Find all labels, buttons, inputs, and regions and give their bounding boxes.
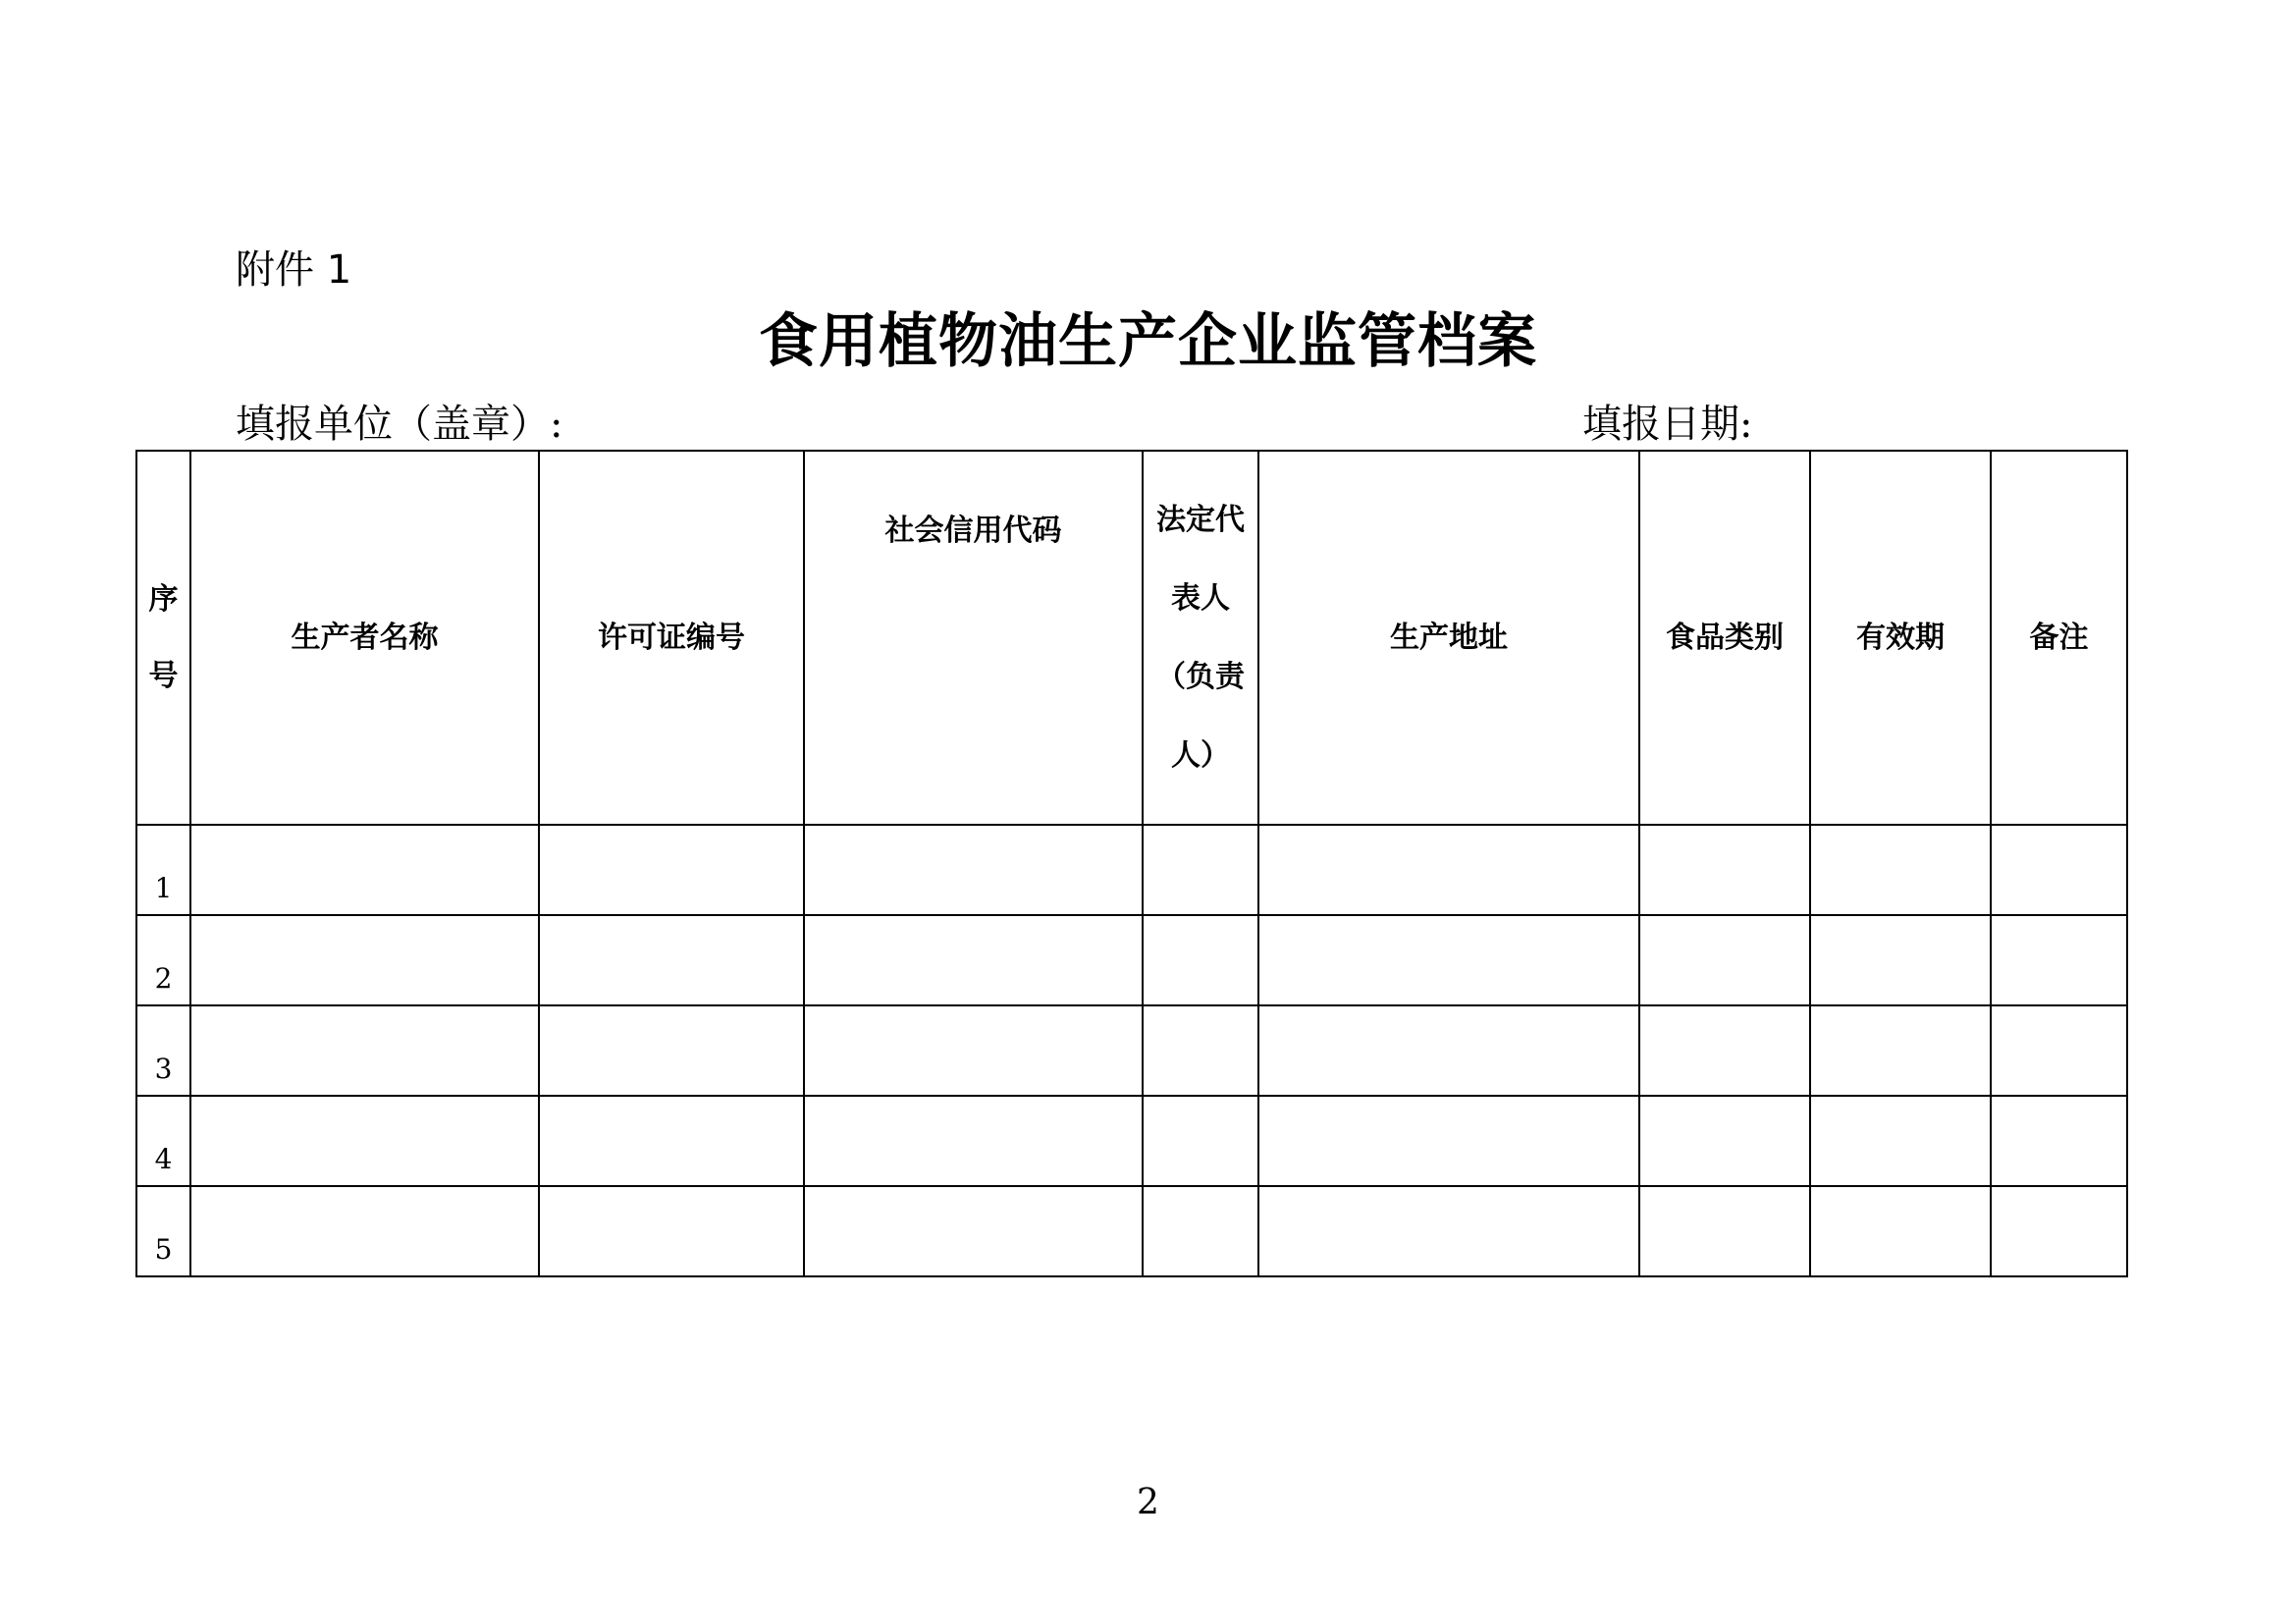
cell-credit-code[interactable] (804, 1096, 1143, 1186)
cell-license-no[interactable] (539, 1096, 804, 1186)
cell-food-category[interactable] (1639, 1186, 1810, 1276)
table-row (136, 825, 2127, 915)
header-license-no: 许可证编号 (539, 451, 804, 825)
cell-legal-rep[interactable] (1143, 825, 1258, 915)
cell-address[interactable] (1258, 1186, 1639, 1276)
cell-address[interactable] (1258, 825, 1639, 915)
table-header-row (136, 451, 2127, 825)
table-row (136, 1096, 2127, 1186)
cell-credit-code[interactable] (804, 1186, 1143, 1276)
cell-producer-name[interactable] (190, 1005, 539, 1096)
cell-license-no[interactable] (539, 915, 804, 1005)
cell-food-category[interactable] (1639, 1096, 1810, 1186)
header-food-category: 食品类别 (1639, 451, 1810, 825)
cell-producer-name[interactable] (190, 1186, 539, 1276)
row-number: 2 (136, 915, 190, 1005)
header-validity: 有效期 (1810, 451, 1991, 825)
cell-legal-rep[interactable] (1143, 915, 1258, 1005)
cell-legal-rep[interactable] (1143, 1005, 1258, 1096)
cell-validity[interactable] (1810, 1005, 1991, 1096)
page-number: 2 (1137, 1483, 1159, 1523)
header-address: 生产地址 (1258, 451, 1639, 825)
header-remarks: 备注 (1991, 451, 2127, 825)
cell-address[interactable] (1258, 1096, 1639, 1186)
cell-remarks[interactable] (1991, 1186, 2127, 1276)
cell-credit-code[interactable] (804, 1005, 1143, 1096)
header-producer-name: 生产者名称 (190, 451, 539, 825)
archive-table (135, 450, 2128, 1277)
cell-validity[interactable] (1810, 1096, 1991, 1186)
row-number: 4 (136, 1096, 190, 1186)
cell-validity[interactable] (1810, 1186, 1991, 1276)
cell-credit-code[interactable] (804, 825, 1143, 915)
table-row (136, 915, 2127, 1005)
cell-address[interactable] (1258, 1005, 1639, 1096)
cell-legal-rep[interactable] (1143, 1186, 1258, 1276)
cell-producer-name[interactable] (190, 825, 539, 915)
fill-unit-label: 填报单位（盖章）: (236, 402, 563, 447)
cell-license-no[interactable] (539, 1186, 804, 1276)
page-title: 食用植物油生产企业监管档案 (759, 307, 1537, 376)
header-credit-code: 社会信用代码 (804, 451, 1143, 825)
cell-food-category[interactable] (1639, 825, 1810, 915)
cell-address[interactable] (1258, 915, 1639, 1005)
header-legal-rep: 法定代表人（负责人） (1143, 451, 1258, 825)
row-number: 1 (136, 825, 190, 915)
header-seq: 序号 (136, 451, 190, 825)
cell-remarks[interactable] (1991, 1096, 2127, 1186)
cell-producer-name[interactable] (190, 1096, 539, 1186)
cell-license-no[interactable] (539, 825, 804, 915)
attachment-label: 附件 1 (236, 247, 352, 293)
cell-remarks[interactable] (1991, 1005, 2127, 1096)
cell-validity[interactable] (1810, 915, 1991, 1005)
row-number: 5 (136, 1186, 190, 1276)
cell-license-no[interactable] (539, 1005, 804, 1096)
cell-credit-code[interactable] (804, 915, 1143, 1005)
table-row (136, 1005, 2127, 1096)
cell-validity[interactable] (1810, 825, 1991, 915)
row-number: 3 (136, 1005, 190, 1096)
cell-remarks[interactable] (1991, 825, 2127, 915)
cell-food-category[interactable] (1639, 915, 1810, 1005)
table-row (136, 1186, 2127, 1276)
cell-legal-rep[interactable] (1143, 1096, 1258, 1186)
cell-producer-name[interactable] (190, 915, 539, 1005)
cell-food-category[interactable] (1639, 1005, 1810, 1096)
cell-remarks[interactable] (1991, 915, 2127, 1005)
fill-date-label: 填报日期: (1582, 402, 1753, 447)
